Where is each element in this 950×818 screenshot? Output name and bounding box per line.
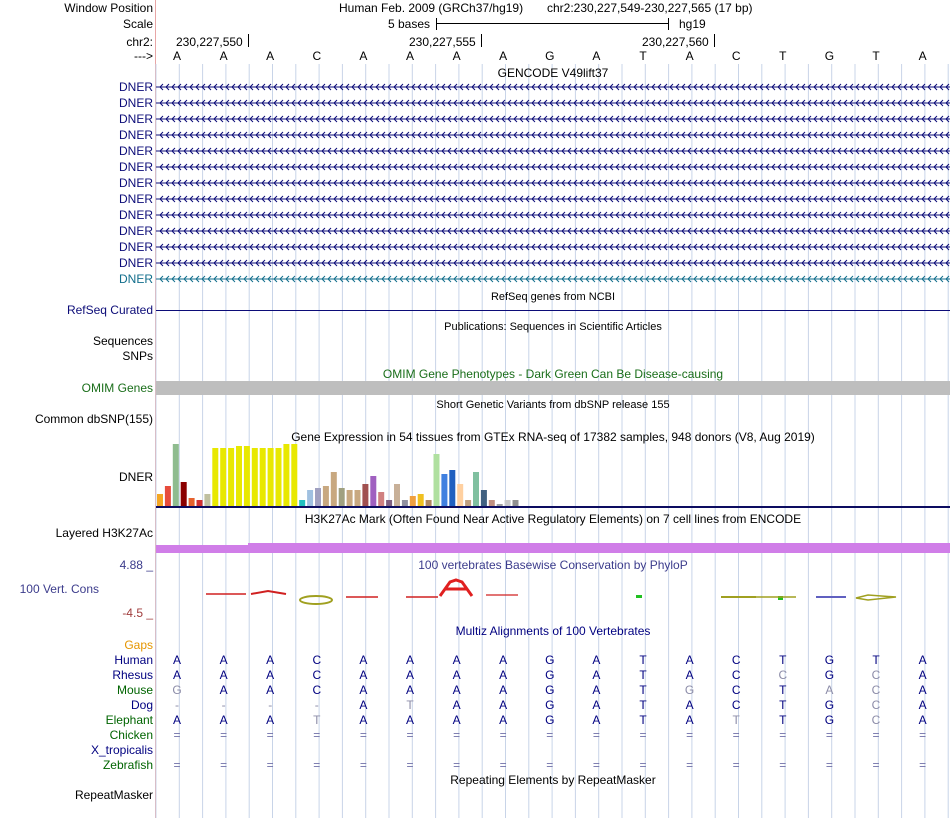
- gencode-item-label[interactable]: DNER: [118, 272, 153, 286]
- aligned-base: A: [918, 668, 927, 682]
- dbsnp-track-title: Short Genetic Variants from dbSNP release 155: [436, 399, 670, 411]
- aligned-base: =: [220, 758, 228, 772]
- aligned-base: =: [359, 758, 367, 772]
- aligned-base: =: [686, 758, 694, 772]
- aligned-base: =: [313, 728, 321, 742]
- gencode-transcript[interactable]: [156, 177, 950, 189]
- aligned-base: A: [219, 653, 228, 667]
- aligned-base: A: [499, 698, 508, 712]
- aligned-base: =: [872, 758, 880, 772]
- gtex-bar-chart[interactable]: [156, 444, 950, 508]
- aligned-base: =: [592, 728, 600, 742]
- gtex-tissue-bar[interactable]: [370, 476, 376, 506]
- gtex-tissue-bar[interactable]: [315, 488, 321, 506]
- gencode-item-label[interactable]: DNER: [118, 224, 153, 238]
- species-label[interactable]: X_tropicalis: [90, 743, 153, 757]
- gencode-item-label[interactable]: DNER: [118, 176, 153, 190]
- aligned-base: =: [546, 728, 554, 742]
- omim-gene-bar[interactable]: [156, 381, 950, 395]
- aligned-base: A: [685, 668, 694, 682]
- aligned-base: A: [499, 653, 508, 667]
- aligned-base: =: [639, 728, 647, 742]
- aligned-base: C: [731, 683, 741, 697]
- gtex-tissue-bar[interactable]: [307, 490, 313, 506]
- gencode-item-label[interactable]: DNER: [118, 160, 153, 174]
- aligned-base: T: [779, 683, 787, 697]
- aligned-base: G: [545, 668, 555, 682]
- base-letter: G: [824, 49, 835, 63]
- gencode-transcript[interactable]: [156, 209, 950, 221]
- aligned-base: T: [639, 683, 647, 697]
- multiz-track-title: Multiz Alignments of 100 Vertebrates: [455, 624, 651, 638]
- aligned-base: A: [825, 683, 834, 697]
- base-letter: T: [872, 49, 880, 63]
- gtex-tissue-bar[interactable]: [497, 504, 503, 506]
- gtex-tissue-bar[interactable]: [252, 448, 258, 506]
- aligned-base: A: [359, 698, 368, 712]
- pubs-track-title: Publications: Sequences in Scientific Articles: [444, 321, 662, 333]
- aligned-base: C: [312, 683, 322, 697]
- gencode-transcript[interactable]: [156, 257, 950, 269]
- aligned-base: T: [779, 698, 787, 712]
- aligned-base: G: [545, 698, 555, 712]
- species-label[interactable]: Dog: [130, 698, 153, 712]
- aligned-base: C: [871, 683, 881, 697]
- label-vert-cons[interactable]: 100 Vert. Cons: [19, 582, 99, 596]
- aligned-base: A: [685, 698, 694, 712]
- aligned-base: =: [313, 758, 321, 772]
- gtex-tissue-bar[interactable]: [394, 484, 400, 506]
- scale-db: hg19: [679, 17, 706, 31]
- species-label[interactable]: Rhesus: [112, 668, 153, 682]
- aligned-base: A: [592, 653, 601, 667]
- aligned-base: A: [592, 713, 601, 727]
- gtex-tissue-bar[interactable]: [260, 448, 266, 506]
- gtex-tissue-bar[interactable]: [189, 498, 195, 506]
- aligned-base: A: [499, 713, 508, 727]
- gtex-tissue-bar[interactable]: [347, 490, 353, 506]
- gtex-tissue-bar[interactable]: [378, 492, 384, 506]
- aligned-base: G: [545, 683, 555, 697]
- aligned-base: A: [219, 683, 228, 697]
- gtex-tissue-bar[interactable]: [197, 500, 203, 506]
- aligned-base: A: [359, 713, 368, 727]
- ruler-tick-mark-1: [248, 34, 249, 47]
- phylop-logo[interactable]: [156, 572, 950, 612]
- aligned-base: -: [314, 698, 319, 712]
- label-chr[interactable]: chr2:: [126, 35, 153, 49]
- gtex-tissue-bar[interactable]: [489, 500, 495, 506]
- aligned-base: T: [779, 653, 787, 667]
- aligned-base: =: [406, 728, 414, 742]
- aligned-base: =: [592, 758, 600, 772]
- gtex-tissue-bar[interactable]: [355, 490, 361, 506]
- label-strand-arrow[interactable]: --->: [134, 49, 153, 63]
- label-snps[interactable]: SNPs: [122, 349, 153, 363]
- gencode-item-label[interactable]: DNER: [118, 192, 153, 206]
- gencode-transcript[interactable]: [156, 225, 950, 237]
- gencode-transcript[interactable]: [156, 97, 950, 109]
- refseq-track-title: RefSeq genes from NCBI: [490, 291, 616, 303]
- rmsk-track-title: Repeating Elements by RepeatMasker: [450, 773, 656, 787]
- h3k27ac-signal-right[interactable]: [248, 543, 950, 553]
- gtex-tissue-bar[interactable]: [426, 500, 432, 506]
- gtex-tissue-bar[interactable]: [173, 444, 179, 506]
- label-common-dbsnp[interactable]: Common dbSNP(155): [34, 412, 153, 426]
- aligned-base: -: [175, 698, 179, 712]
- gencode-transcript[interactable]: [156, 161, 950, 173]
- aligned-base: =: [220, 728, 228, 742]
- aligned-base: =: [919, 758, 927, 772]
- species-label[interactable]: Zebrafish: [102, 758, 153, 772]
- aligned-base: T: [779, 713, 787, 727]
- position-title[interactable]: chr2:230,227,549-230,227,565 (17 bp): [547, 1, 753, 15]
- base-letter: C: [731, 49, 741, 63]
- aligned-base: A: [172, 713, 181, 727]
- aligned-base: A: [592, 668, 601, 682]
- gtex-tissue-bar[interactable]: [283, 444, 289, 506]
- gtex-tissue-bar[interactable]: [362, 484, 368, 506]
- base-letter: A: [219, 49, 228, 63]
- aligned-base: =: [639, 758, 647, 772]
- aligned-base: C: [312, 668, 322, 682]
- aligned-base: A: [266, 668, 275, 682]
- base-letter: A: [592, 49, 601, 63]
- aligned-base: T: [639, 713, 647, 727]
- aligned-base: =: [732, 728, 740, 742]
- label-refseq[interactable]: RefSeq Curated: [66, 303, 153, 317]
- gtex-tissue-bar[interactable]: [513, 500, 519, 506]
- scale-bar: [436, 17, 669, 31]
- species-label[interactable]: Chicken: [109, 728, 153, 742]
- species-label[interactable]: Human: [114, 653, 153, 667]
- gtex-tissue-bar[interactable]: [339, 488, 345, 506]
- aligned-base: =: [499, 728, 507, 742]
- aligned-base: A: [359, 668, 368, 682]
- gencode-transcript[interactable]: [156, 273, 950, 285]
- gtex-tissue-bar[interactable]: [291, 444, 297, 506]
- aligned-base: =: [732, 758, 740, 772]
- aligned-base: =: [546, 758, 554, 772]
- aligned-base: G: [545, 713, 555, 727]
- aligned-base: T: [732, 713, 740, 727]
- aligned-base: A: [405, 653, 414, 667]
- label-h3k27ac[interactable]: Layered H3K27Ac: [55, 526, 153, 540]
- aligned-base: A: [499, 668, 508, 682]
- gtex-tissue-bar[interactable]: [236, 446, 242, 506]
- aligned-base: C: [731, 668, 741, 682]
- aligned-base: G: [824, 698, 835, 712]
- aligned-base: T: [313, 713, 321, 727]
- aligned-base: G: [172, 683, 182, 697]
- aligned-base: -: [268, 698, 273, 712]
- gtex-tissue-bar[interactable]: [481, 490, 487, 506]
- aligned-base: =: [266, 728, 274, 742]
- aligned-base: A: [359, 653, 368, 667]
- aligned-base: A: [452, 713, 461, 727]
- label-cons-min: -4.5 _: [122, 606, 153, 620]
- gencode-item-label[interactable]: DNER: [118, 128, 153, 142]
- aligned-base: A: [405, 668, 414, 682]
- aligned-base: =: [359, 728, 367, 742]
- gencode-item-label[interactable]: DNER: [118, 240, 153, 254]
- aligned-base: T: [872, 653, 880, 667]
- refseq-gene-line[interactable]: [156, 310, 950, 311]
- gencode-transcript[interactable]: [156, 81, 950, 93]
- gtex-tissue-bar[interactable]: [473, 472, 479, 506]
- base-letter: A: [499, 49, 508, 63]
- gencode-transcript[interactable]: [156, 145, 950, 157]
- gtex-tissue-bar[interactable]: [204, 494, 210, 506]
- aligned-base: A: [452, 683, 461, 697]
- gencode-item-label[interactable]: DNER: [118, 144, 153, 158]
- gtex-tissue-bar[interactable]: [434, 454, 440, 506]
- gtex-tissue-bar[interactable]: [449, 470, 455, 506]
- aligned-base: A: [219, 713, 228, 727]
- aligned-base: C: [871, 698, 881, 712]
- aligned-base: A: [918, 653, 927, 667]
- gtex-tissue-bar[interactable]: [165, 486, 171, 506]
- aligned-base: A: [685, 653, 694, 667]
- phylop-track-title: 100 vertebrates Basewise Conservation by PhyloP: [418, 558, 688, 572]
- gtex-tissue-bar[interactable]: [410, 496, 416, 506]
- aligned-base: C: [731, 653, 741, 667]
- aligned-base: A: [172, 653, 181, 667]
- base-letter: G: [545, 49, 555, 63]
- ruler-tick-mark-2: [481, 34, 482, 47]
- gtex-tissue-bar[interactable]: [276, 448, 282, 506]
- aligned-base: T: [639, 698, 647, 712]
- aligned-base: T: [639, 668, 647, 682]
- aligned-base: G: [824, 713, 835, 727]
- h3k27ac-track-title: H3K27Ac Mark (Often Found Near Active Regulatory Elements) on 7 cell lines from ENCODE: [304, 512, 802, 526]
- aligned-base: =: [919, 728, 927, 742]
- aligned-base: A: [266, 713, 275, 727]
- gtex-tissue-bar[interactable]: [268, 448, 274, 506]
- base-letter: C: [312, 49, 322, 63]
- gtex-track-title: Gene Expression in 54 tissues from GTEx RNA-seq of 17382 samples, 948 donors (V8, Aug 2019): [291, 430, 815, 444]
- gtex-tissue-bar[interactable]: [323, 486, 329, 506]
- aligned-base: =: [173, 728, 181, 742]
- aligned-base: =: [825, 728, 833, 742]
- gtex-tissue-bar[interactable]: [181, 482, 187, 506]
- label-cons-max: 4.88 _: [119, 558, 153, 572]
- label-omim[interactable]: OMIM Genes: [81, 381, 153, 395]
- aligned-base: C: [778, 668, 788, 682]
- aligned-base: A: [592, 683, 601, 697]
- base-letter: A: [359, 49, 368, 63]
- gtex-tissue-bar[interactable]: [465, 500, 471, 506]
- aligned-base: A: [266, 653, 275, 667]
- aligned-base: C: [871, 668, 881, 682]
- aligned-base: A: [266, 683, 275, 697]
- ruler-tick-1: 230,227,550: [176, 35, 243, 49]
- gtex-tissue-bar[interactable]: [386, 500, 392, 506]
- label-sequences[interactable]: Sequences: [92, 334, 153, 348]
- aligned-base: A: [405, 683, 414, 697]
- ruler-tick-2: 230,227,555: [409, 35, 476, 49]
- assembly-title: Human Feb. 2009 (GRCh37/hg19): [339, 1, 524, 15]
- gencode-item-label[interactable]: DNER: [118, 112, 153, 126]
- gtex-tissue-bar[interactable]: [228, 448, 234, 506]
- aligned-base: C: [312, 653, 322, 667]
- gencode-transcript[interactable]: [156, 241, 950, 253]
- aligned-base: =: [779, 728, 787, 742]
- gtex-tissue-bar[interactable]: [157, 494, 163, 506]
- base-letter: A: [918, 49, 927, 63]
- species-label[interactable]: Mouse: [116, 683, 153, 697]
- gencode-item-label[interactable]: DNER: [118, 256, 153, 270]
- aligned-base: A: [405, 713, 414, 727]
- aligned-base: A: [452, 668, 461, 682]
- aligned-base: =: [779, 758, 787, 772]
- aligned-base: =: [173, 758, 181, 772]
- gencode-item-label[interactable]: DNER: [118, 96, 153, 110]
- aligned-base: =: [825, 758, 833, 772]
- aligned-base: C: [731, 698, 741, 712]
- gencode-item-label[interactable]: DNER: [118, 80, 153, 94]
- gtex-tissue-bar[interactable]: [299, 500, 305, 506]
- base-letter: A: [266, 49, 275, 63]
- gencode-transcript[interactable]: [156, 113, 950, 125]
- base-letter: T: [639, 49, 647, 63]
- aligned-base: A: [219, 668, 228, 682]
- aligned-base: A: [359, 683, 368, 697]
- label-gtex-gene[interactable]: DNER: [118, 470, 153, 484]
- label-repeatmasker[interactable]: RepeatMasker: [74, 788, 153, 802]
- aligned-base: C: [871, 713, 881, 727]
- base-letter: A: [172, 49, 181, 63]
- base-letter: A: [685, 49, 694, 63]
- aligned-base: G: [684, 683, 695, 697]
- aligned-base: G: [545, 653, 555, 667]
- aligned-base: =: [453, 758, 461, 772]
- species-label[interactable]: Elephant: [105, 713, 153, 727]
- gtex-tissue-bar[interactable]: [331, 472, 337, 506]
- aligned-base: A: [452, 698, 461, 712]
- base-sequence: [0, 49, 950, 63]
- label-window-position[interactable]: Window Position: [64, 1, 153, 15]
- omim-track-title: OMIM Gene Phenotypes - Dark Green Can Be Disease-causing: [382, 367, 724, 381]
- label-scale[interactable]: Scale: [122, 17, 153, 31]
- aligned-base: =: [406, 758, 414, 772]
- gtex-tissue-bar[interactable]: [212, 448, 218, 506]
- aligned-base: -: [221, 698, 226, 712]
- aligned-base: A: [452, 653, 461, 667]
- gtex-tissue-bar[interactable]: [418, 494, 424, 506]
- gtex-tissue-bar[interactable]: [220, 448, 226, 506]
- gtex-tissue-bar[interactable]: [244, 446, 250, 506]
- aligned-base: =: [453, 728, 461, 742]
- aligned-base: =: [872, 728, 880, 742]
- gencode-item-label[interactable]: DNER: [118, 208, 153, 222]
- aligned-base: A: [592, 698, 601, 712]
- h3k27ac-signal-left[interactable]: [156, 545, 248, 553]
- gtex-tissue-bar[interactable]: [457, 484, 463, 506]
- base-letter: A: [405, 49, 414, 63]
- gencode-transcript[interactable]: [156, 193, 950, 205]
- ruler-tick-mark-3: [714, 34, 715, 47]
- aligned-base: =: [499, 758, 507, 772]
- aligned-base: T: [406, 698, 414, 712]
- aligned-base: G: [824, 668, 835, 682]
- aligned-base: A: [499, 683, 508, 697]
- aligned-base: A: [918, 698, 927, 712]
- aligned-base: =: [686, 728, 694, 742]
- aligned-base: G: [824, 653, 835, 667]
- aligned-base: =: [266, 758, 274, 772]
- base-letter: T: [779, 49, 787, 63]
- base-letter: A: [452, 49, 461, 63]
- gtex-tissue-bar[interactable]: [441, 474, 447, 506]
- aligned-base: A: [918, 683, 927, 697]
- gencode-track-title: GENCODE V49lift37: [497, 66, 609, 80]
- ruler-tick-3: 230,227,560: [642, 35, 709, 49]
- aligned-base: T: [639, 653, 647, 667]
- gtex-tissue-bar[interactable]: [402, 500, 408, 506]
- gtex-tissue-bar[interactable]: [505, 500, 511, 506]
- scale-label: 5 bases: [388, 17, 431, 31]
- label-gaps[interactable]: Gaps: [124, 638, 153, 652]
- aligned-base: A: [685, 713, 694, 727]
- aligned-base: A: [918, 713, 927, 727]
- gencode-transcript[interactable]: [156, 129, 950, 141]
- aligned-base: A: [172, 668, 181, 682]
